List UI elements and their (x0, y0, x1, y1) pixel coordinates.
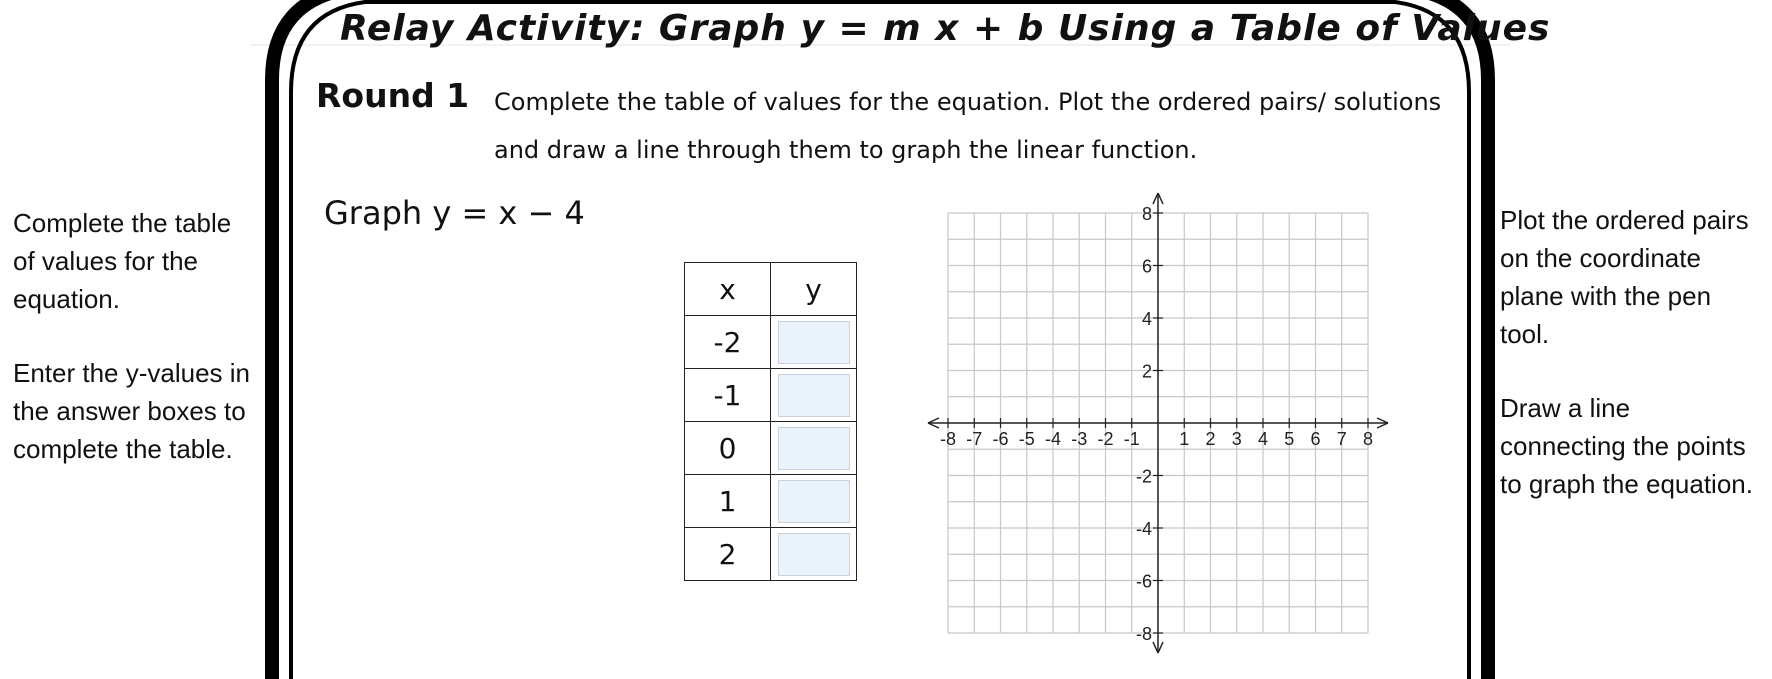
y-tick-label: 4 (1141, 309, 1152, 329)
x-tick-label: 5 (1284, 429, 1295, 449)
worksheet-title: Relay Activity: Graph y = m x + b Using a Table of Values (340, 8, 1551, 49)
x-value: 2 (685, 528, 771, 581)
y-tick-label: -8 (1135, 624, 1152, 644)
y-tick-label: -6 (1135, 571, 1152, 592)
right-instruction-1: Plot the ordered pairs on the coordinate plane with the pen tool. (1500, 205, 1749, 349)
x-value: -2 (685, 316, 771, 369)
round-label: Round 1 (316, 76, 470, 115)
y-tick-label: -2 (1135, 466, 1152, 487)
round-description: Complete the table of values for the equation. Plot the ordered pairs/ solutions and draw a line through them to graph the linear function. (494, 88, 1442, 164)
y-tick-label: 6 (1141, 256, 1152, 277)
x-value: -1 (685, 369, 771, 422)
x-tick-label: -7 (966, 429, 983, 449)
x-tick-label: 3 (1231, 429, 1242, 449)
x-tick-label: -2 (1097, 429, 1114, 449)
y-tick-label: -4 (1135, 519, 1152, 539)
left-instruction-2: Enter the y-values in the answer boxes to complete the table. (13, 358, 251, 464)
right-instruction-2: Draw a line connecting the points to graph the equation. (1500, 393, 1753, 499)
equation-label: Graph y = x − 4 (324, 194, 585, 232)
left-instruction-1: Complete the table of values for the equation. (13, 208, 232, 314)
x-tick-label: -1 (1123, 429, 1140, 449)
x-tick-label: -8 (939, 429, 957, 449)
x-tick-label: -5 (1018, 429, 1035, 449)
y-tick-label: 2 (1141, 361, 1152, 382)
x-tick-label: 1 (1179, 429, 1190, 449)
x-tick-label: 6 (1310, 429, 1321, 449)
x-value: 1 (685, 475, 771, 528)
x-tick-label: 2 (1205, 429, 1216, 449)
x-tick-label: 7 (1336, 429, 1347, 449)
x-value: 0 (685, 422, 771, 475)
x-tick-label: -3 (1071, 429, 1088, 449)
y-header: y (771, 263, 857, 316)
x-tick-label: 4 (1257, 429, 1269, 449)
x-tick-label: -6 (992, 429, 1009, 449)
x-tick-label: -4 (1044, 429, 1062, 449)
y-tick-label: 8 (1141, 204, 1152, 224)
x-tick-label: 8 (1362, 429, 1374, 449)
x-header: x (685, 263, 771, 316)
